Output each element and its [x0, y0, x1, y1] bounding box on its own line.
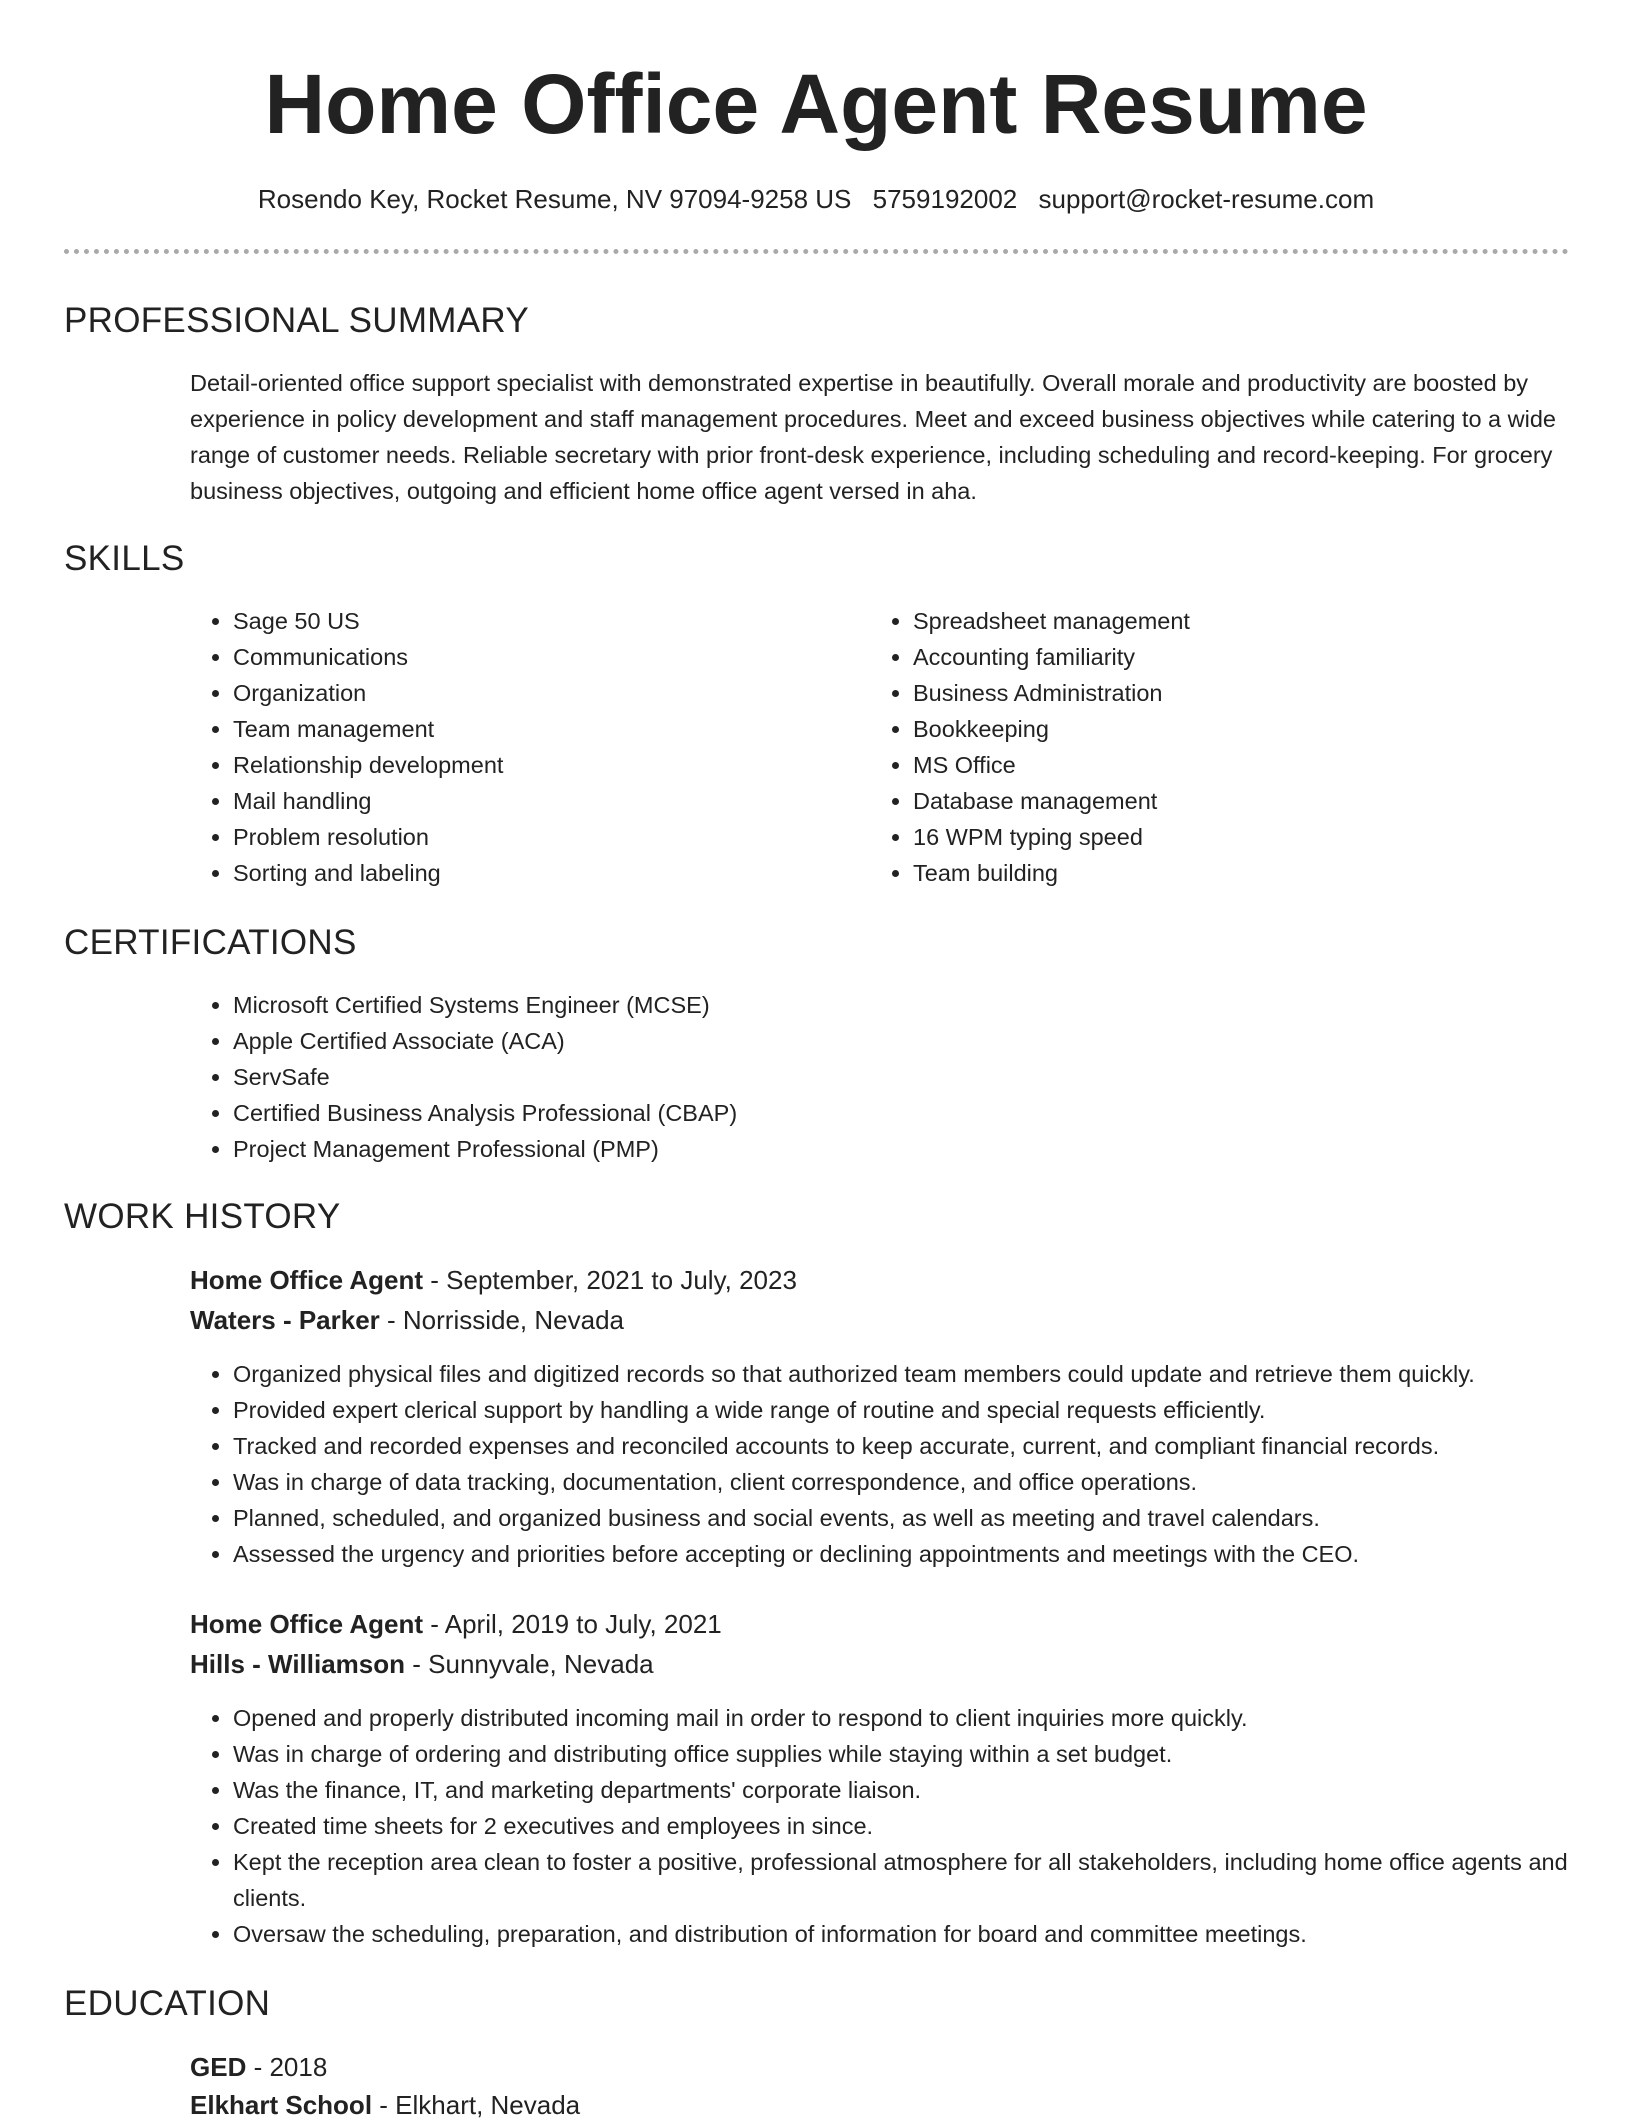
section-title-work-history: WORK HISTORY [64, 1197, 341, 1236]
section-title-education: EDUCATION [64, 1984, 271, 2023]
list-item: • Created time sheets for 2 executives and employees in since. [233, 1808, 1613, 1844]
list-item: • Communications [233, 639, 833, 675]
job-2-dates: - April, 2019 to July, 2021 [423, 1609, 722, 1639]
list-item: • Business Administration [913, 675, 1563, 711]
skills-list-right [869, 603, 1563, 891]
resume-title: Home Office Agent Resume [264, 57, 1368, 151]
list-item: • Was in charge of data tracking, documentation, client correspondence, and office operations. [233, 1464, 1632, 1500]
list-item: • Provided expert clerical support by handling a wide range of routine and special requests efficiently. [233, 1392, 1632, 1428]
job-2-company: Hills - Williamson [190, 1649, 406, 1679]
job-1-location: - Norrisside, Nevada [379, 1305, 624, 1335]
education-degree: GED [190, 2052, 247, 2082]
job-1-dates: - September, 2021 to July, 2023 [423, 1265, 797, 1295]
list-item: • Team building [913, 855, 1563, 891]
job-1-company: Waters - Parker [190, 1305, 380, 1335]
list-item: • Opened and properly distributed incoming mail in order to respond to client inquiries more quickly. [233, 1700, 1613, 1736]
contact-line [0, 180, 1632, 218]
list-item: • 16 WPM typing speed [913, 819, 1563, 855]
list-item: • ServSafe [233, 1059, 1533, 1095]
skills-list-left [189, 603, 833, 891]
education-degree-line [190, 2048, 327, 2086]
job-2-title-line [190, 1605, 722, 1643]
list-item: • Sorting and labeling [233, 855, 833, 891]
list-item: • Bookkeeping [913, 711, 1563, 747]
education-school: Elkhart School [190, 2090, 373, 2120]
list-item: • Certified Business Analysis Professional (CBAP) [233, 1095, 1533, 1131]
job-1-role: Home Office Agent [190, 1265, 424, 1295]
list-item: • Assessed the urgency and priorities before accepting or declining appointments and meetings with the CEO. [233, 1536, 1632, 1572]
list-item: • Was in charge of ordering and distributing office supplies while staying within a set budget. [233, 1736, 1613, 1772]
education-year: - 2018 [246, 2052, 328, 2082]
contact-phone: 5759192002 [872, 184, 1018, 214]
summary-text: Detail-oriented office support specialist with demonstrated expertise in beautifully. Overall morale and productivity are boosted by experience in policy development and staff management procedures. Meet and exceed business objectives while catering to a wide range of customer needs. Reliable secretary with prior front-desk experience, including scheduling and record-keeping. For grocery business objectives, outgoing and efficient home office agent versed in aha. [190, 370, 1556, 504]
list-item: • Accounting familiarity [913, 639, 1563, 675]
list-item: • Problem resolution [233, 819, 833, 855]
list-item: • Sage 50 US [233, 603, 833, 639]
education-location: - Elkhart, Nevada [372, 2090, 581, 2120]
list-item: • Planned, scheduled, and organized business and social events, as well as meeting and travel calendars. [233, 1500, 1632, 1536]
job-2-location: - Sunnyvale, Nevada [405, 1649, 654, 1679]
list-item: • Oversaw the scheduling, preparation, and distribution of information for board and committee meetings. [233, 1916, 1613, 1952]
list-item: • Organized physical files and digitized records so that authorized team members could update and retrieve them quickly. [233, 1356, 1632, 1392]
job-1-company-line [190, 1301, 624, 1339]
job-2-bullets [189, 1700, 1613, 1952]
job-2-role: Home Office Agent [190, 1609, 424, 1639]
list-item: • Spreadsheet management [913, 603, 1563, 639]
list-item: • Microsoft Certified Systems Engineer (MCSE) [233, 987, 1533, 1023]
list-item: • Database management [913, 783, 1563, 819]
contact-address: Rosendo Key, Rocket Resume, NV 97094-9258 US [257, 184, 852, 214]
list-item: • Team management [233, 711, 833, 747]
list-item: • Project Management Professional (PMP) [233, 1131, 1533, 1167]
section-title-skills: SKILLS [64, 539, 185, 578]
job-1-title-line [190, 1261, 797, 1299]
job-2-company-line [190, 1645, 654, 1683]
list-item: • Tracked and recorded expenses and reconciled accounts to keep accurate, current, and compliant financial records. [233, 1428, 1632, 1464]
header-divider [64, 249, 1569, 254]
list-item: • Organization [233, 675, 833, 711]
list-item: • Apple Certified Associate (ACA) [233, 1023, 1533, 1059]
list-item: • Was the finance, IT, and marketing departments' corporate liaison. [233, 1772, 1613, 1808]
list-item: • Mail handling [233, 783, 833, 819]
list-item: • MS Office [913, 747, 1563, 783]
section-title-summary: PROFESSIONAL SUMMARY [64, 301, 529, 340]
section-title-certifications: CERTIFICATIONS [64, 923, 357, 962]
certifications-list [189, 987, 1533, 1167]
contact-email: support@rocket-resume.com [1038, 184, 1375, 214]
list-item: • Kept the reception area clean to foster a positive, professional atmosphere for all stakeholders, including home office agents and clients. [233, 1844, 1613, 1916]
education-school-line [190, 2086, 580, 2124]
list-item: • Relationship development [233, 747, 833, 783]
job-1-bullets [189, 1356, 1632, 1572]
